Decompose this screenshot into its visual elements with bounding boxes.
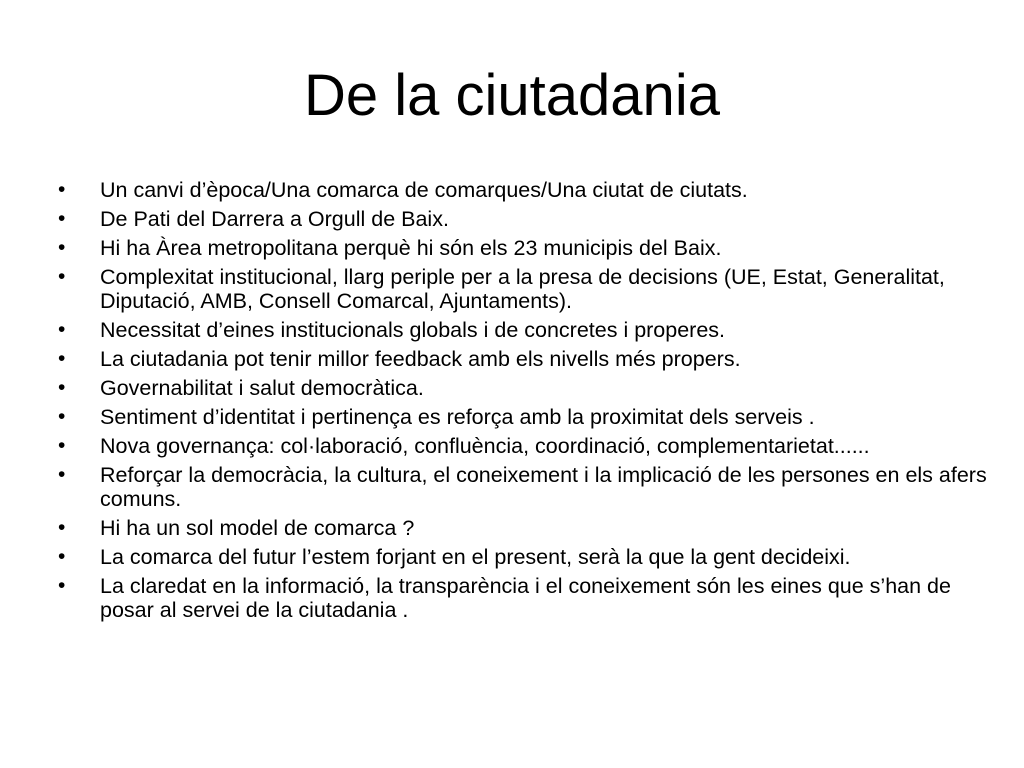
bullet-item [58,463,988,511]
bullet-item [58,347,988,371]
bullet-text: Hi ha un sol model de comarca ? [100,516,415,540]
slide-title: De la ciutadania [304,63,720,128]
bullet-icon: • [58,207,66,230]
bullet-text: Governabilitat i salut democràtica. [100,376,424,400]
bullet-text: Necessitat d’eines institucionals globals i de concretes i properes. [100,318,726,342]
bullet-item [58,434,988,458]
bullet-icon: • [58,516,66,539]
bullet-icon: • [58,236,66,259]
bullet-icon: • [58,545,66,568]
bullet-icon: • [58,574,66,597]
bullet-icon: • [58,318,66,341]
bullet-item [58,207,988,231]
bullet-icon: • [58,178,66,201]
bullet-icon: • [58,405,66,428]
bullet-item [58,376,988,400]
bullet-icon: • [58,265,66,288]
bullet-text: Un canvi d’època/Una comarca de comarques/Una ciutat de ciutats. [100,178,748,202]
bullet-text: La comarca del futur l’estem forjant en el present, serà la que la gent decideixi. [100,545,851,569]
bullet-text: Hi ha Àrea metropolitana perquè hi són els 23 municipis del Baix. [100,236,722,260]
bullet-item [58,265,988,313]
bullet-text: Complexitat institucional, llarg periple per a la presa de decisions (UE, Estat, Generalitat, Diputació, AMB, Consell Comarcal, Ajuntaments). [100,265,945,313]
bullet-text: La claredat en la informació, la transparència i el coneixement són les eines que s’han de posar al servei de la ciutadania . [100,574,951,622]
bullet-icon: • [58,434,66,457]
bullet-item [58,178,988,202]
bullet-text: Reforçar la democràcia, la cultura, el coneixement i la implicació de les persones en els afers comuns. [100,463,987,511]
bullet-item [58,405,988,429]
bullet-item [58,516,988,540]
bullet-item [58,318,988,342]
bullet-text: De Pati del Darrera a Orgull de Baix. [100,207,449,231]
bullet-icon: • [58,463,66,486]
bullet-text: La ciutadania pot tenir millor feedback amb els nivells més propers. [100,347,741,371]
bullet-item [58,545,988,569]
bullet-icon: • [58,376,66,399]
bullet-text: Nova governança: col·laboració, confluència, coordinació, complementarietat...... [100,434,870,458]
bullet-icon: • [58,347,66,370]
bullet-list [58,178,988,627]
bullet-item [58,574,988,622]
bullet-item [58,236,988,260]
bullet-text: Sentiment d’identitat i pertinença es reforça amb la proximitat dels serveis . [100,405,815,429]
